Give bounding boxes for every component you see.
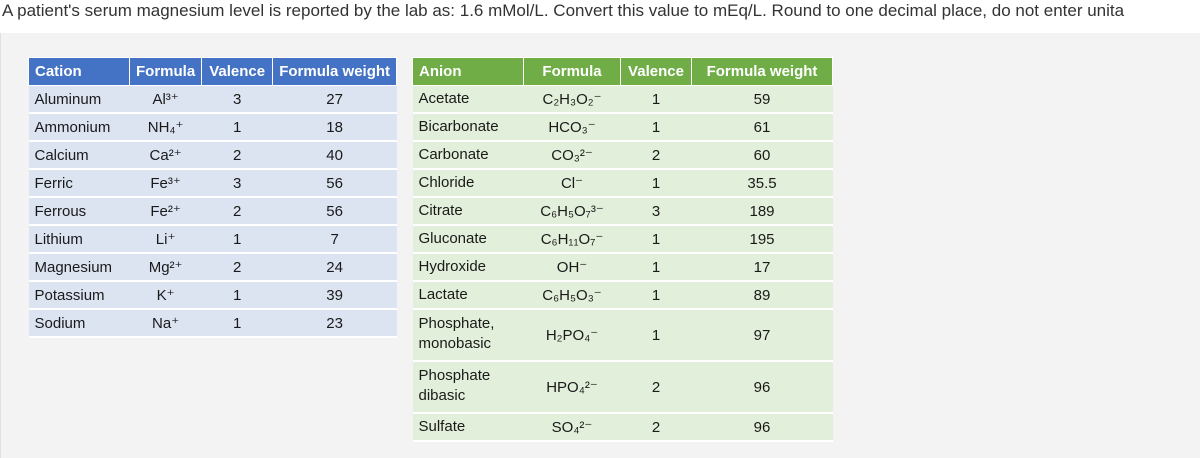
cation-valence: 2 <box>202 141 273 169</box>
anion-weight: 61 <box>692 113 833 141</box>
table-row <box>29 309 397 337</box>
table-row <box>413 413 833 441</box>
anion-valence: 1 <box>621 253 692 281</box>
anion-formula: HPO₄²⁻ <box>524 361 621 413</box>
cation-weight: 56 <box>273 169 397 197</box>
cation-weight: 39 <box>273 281 397 309</box>
cation-weight: 27 <box>273 86 397 114</box>
anion-name: Carbonate <box>413 141 524 169</box>
table-row <box>413 113 833 141</box>
anion-formula: Cl⁻ <box>524 169 621 197</box>
anion-weight: 89 <box>692 281 833 309</box>
cation-header-name: Cation <box>29 58 130 86</box>
cation-valence: 1 <box>202 309 273 337</box>
table-row <box>413 141 833 169</box>
anion-formula: CO₃²⁻ <box>524 141 621 169</box>
anion-valence: 1 <box>621 309 692 361</box>
anion-name: Lactate <box>413 281 524 309</box>
cation-weight: 24 <box>273 253 397 281</box>
cation-name: Magnesium <box>29 253 130 281</box>
cation-formula: Fe³⁺ <box>130 169 202 197</box>
anion-name: Sulfate <box>413 413 524 441</box>
anion-name: Bicarbonate <box>413 113 524 141</box>
table-row <box>29 141 397 169</box>
anion-header-row <box>413 58 833 86</box>
cation-name: Ferric <box>29 169 130 197</box>
anion-weight: 59 <box>692 86 833 114</box>
anion-name: Phosphate, monobasic <box>413 309 524 361</box>
anion-valence: 2 <box>621 361 692 413</box>
table-row <box>413 309 833 361</box>
table-row <box>29 169 397 197</box>
anion-name: Acetate <box>413 86 524 114</box>
anion-header-weight: Formula weight <box>692 58 833 86</box>
cation-weight: 7 <box>273 225 397 253</box>
table-row <box>29 281 397 309</box>
anion-valence: 1 <box>621 86 692 114</box>
anion-valence: 2 <box>621 413 692 441</box>
anion-name: Chloride <box>413 169 524 197</box>
cation-valence: 1 <box>202 281 273 309</box>
anion-formula: C₂H₃O₂⁻ <box>524 86 621 114</box>
table-row <box>413 169 833 197</box>
cation-formula: K⁺ <box>130 281 202 309</box>
anion-table <box>412 57 833 442</box>
cation-name: Potassium <box>29 281 130 309</box>
cation-valence: 2 <box>202 197 273 225</box>
cation-valence: 3 <box>202 169 273 197</box>
anion-valence: 3 <box>621 197 692 225</box>
anion-formula: C₆H₁₁O₇⁻ <box>524 225 621 253</box>
cation-weight: 40 <box>273 141 397 169</box>
cation-formula: Al³⁺ <box>130 86 202 114</box>
cation-formula: Mg²⁺ <box>130 253 202 281</box>
reference-tables-image <box>0 33 1200 458</box>
table-row <box>29 113 397 141</box>
anion-weight: 60 <box>692 141 833 169</box>
anion-weight: 35.5 <box>692 169 833 197</box>
table-row <box>29 86 397 114</box>
anion-header-valence: Valence <box>621 58 692 86</box>
table-row <box>413 281 833 309</box>
anion-valence: 1 <box>621 113 692 141</box>
cation-formula: Fe²⁺ <box>130 197 202 225</box>
anion-formula: H₂PO₄⁻ <box>524 309 621 361</box>
anion-weight: 96 <box>692 413 833 441</box>
anion-formula: C₆H₅O₇³⁻ <box>524 197 621 225</box>
anion-weight: 189 <box>692 197 833 225</box>
cation-name: Sodium <box>29 309 130 337</box>
anion-name: Hydroxide <box>413 253 524 281</box>
cation-name: Ammonium <box>29 113 130 141</box>
table-row <box>29 197 397 225</box>
cation-formula: Ca²⁺ <box>130 141 202 169</box>
cation-header-row <box>29 58 397 86</box>
cation-table <box>28 57 397 338</box>
anion-weight: 17 <box>692 253 833 281</box>
cation-weight: 18 <box>273 113 397 141</box>
anion-valence: 1 <box>621 225 692 253</box>
cation-formula: NH₄⁺ <box>130 113 202 141</box>
anion-header-formula: Formula <box>524 58 621 86</box>
cation-header-formula: Formula <box>130 58 202 86</box>
cation-formula: Li⁺ <box>130 225 202 253</box>
anion-formula: HCO₃⁻ <box>524 113 621 141</box>
anion-name: Gluconate <box>413 225 524 253</box>
cation-header-valence: Valence <box>202 58 273 86</box>
cation-name: Calcium <box>29 141 130 169</box>
table-row <box>29 253 397 281</box>
cation-valence: 3 <box>202 86 273 114</box>
anion-valence: 2 <box>621 141 692 169</box>
cation-name: Aluminum <box>29 86 130 114</box>
cation-name: Lithium <box>29 225 130 253</box>
anion-name: Phosphate dibasic <box>413 361 524 413</box>
cation-formula: Na⁺ <box>130 309 202 337</box>
anion-weight: 195 <box>692 225 833 253</box>
anion-formula: SO₄²⁻ <box>524 413 621 441</box>
table-row <box>413 253 833 281</box>
anion-valence: 1 <box>621 169 692 197</box>
question-text: A patient's serum magnesium level is reported by the lab as: 1.6 mMol/L. Convert this value to mEq/L. Round to one decimal place, do not enter unita <box>2 1 1125 20</box>
table-row <box>413 225 833 253</box>
table-row <box>413 197 833 225</box>
anion-weight: 96 <box>692 361 833 413</box>
anion-formula: OH⁻ <box>524 253 621 281</box>
anion-name: Citrate <box>413 197 524 225</box>
cation-valence: 1 <box>202 113 273 141</box>
table-row <box>413 86 833 114</box>
cation-valence: 2 <box>202 253 273 281</box>
anion-header-name: Anion <box>413 58 524 86</box>
anion-valence: 1 <box>621 281 692 309</box>
cation-name: Ferrous <box>29 197 130 225</box>
anion-formula: C₆H₅O₃⁻ <box>524 281 621 309</box>
cation-header-weight: Formula weight <box>273 58 397 86</box>
cation-weight: 56 <box>273 197 397 225</box>
anion-weight: 97 <box>692 309 833 361</box>
cation-valence: 1 <box>202 225 273 253</box>
table-row <box>413 361 833 413</box>
table-row <box>29 225 397 253</box>
cation-weight: 23 <box>273 309 397 337</box>
